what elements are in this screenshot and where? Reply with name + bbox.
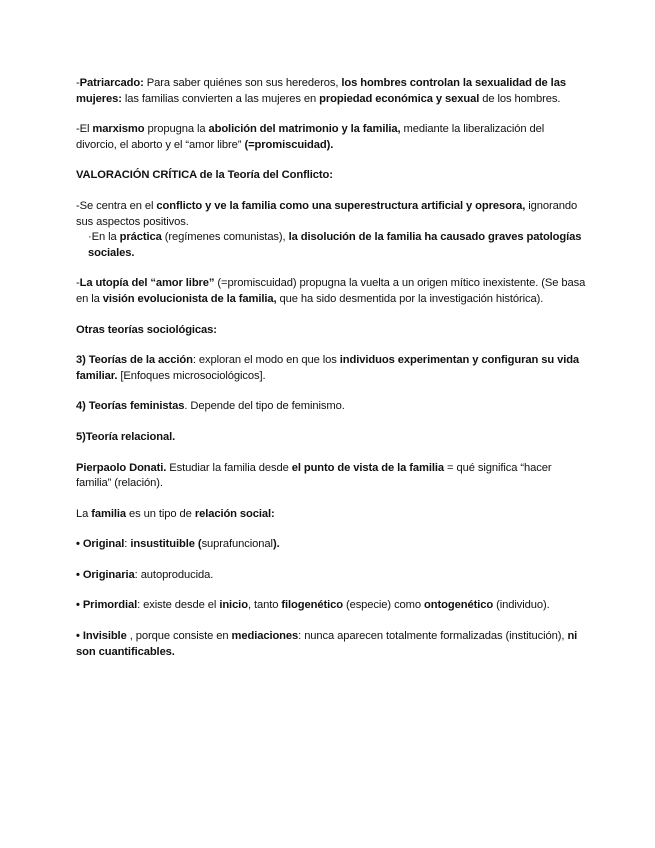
paragraph-teorias-accion: 3) Teorías de la acción: exploran el modo en que los individuos experimentan y configuran su vida familiar. [Enfoques microsociológicos]. xyxy=(76,354,580,382)
document-body xyxy=(76,76,586,660)
paragraph-marxismo: -El marxismo propugna la abolición del matrimonio y la familia, mediante la liberalización del divorcio, el aborto y el “amor libre” (=promiscuidad). xyxy=(76,123,545,151)
heading-otras-teorias: Otras teorías sociológicas: xyxy=(76,323,217,336)
heading-valoracion-critica: VALORACIÓN CRÍTICA de la Teoría del Conflicto: xyxy=(76,169,333,182)
heading-teoria-relacional: 5)Teoría relacional. xyxy=(76,430,176,443)
paragraph-conflicto: -Se centra en el conflicto y ve la familia como una superestructura artificial y opresora, ignorando sus aspectos positivos. xyxy=(76,199,578,228)
bullet-original: • Original: insustituible (suprafuncional). xyxy=(76,538,280,551)
paragraph-teorias-feministas: 4) Teorías feministas. Depende del tipo de feminismo. xyxy=(76,400,345,413)
paragraph-relacion-social: La familia es un tipo de relación social: xyxy=(76,507,275,520)
paragraph-utopia: -La utopía del “amor libre” (=promiscuidad) propugna la vuelta a un origen mítico inexistente. (Se basa en la visión evolucionista de la familia, que ha sido desmentida por la investigación histórica). xyxy=(76,277,586,305)
paragraph-donati: Pierpaolo Donati. Estudiar la familia desde el punto de vista de la familia = qué significa “hacer familia” (relación). xyxy=(76,461,552,490)
paragraph-practica: ·En la práctica (regímenes comunistas), la disolución de la familia ha causado graves patologías sociales. xyxy=(88,231,582,259)
bullet-originaria: • Originaria: autoproducida. xyxy=(76,568,214,581)
bullet-invisible: • Invisible , porque consiste en mediaciones: nunca aparecen totalmente formalizadas (institución), ni son cuantificables. xyxy=(76,630,578,658)
paragraph-patriarcado: -Patriarcado: Para saber quiénes son sus herederos, los hombres controlan la sexualidad de las mujeres: las familias convierten a las mujeres en propiedad económica y sexual de los hombres. xyxy=(76,77,566,105)
bullet-primordial: • Primordial: existe desde el inicio, tanto filogenético (especie) como ontogenético (individuo). xyxy=(76,599,550,612)
